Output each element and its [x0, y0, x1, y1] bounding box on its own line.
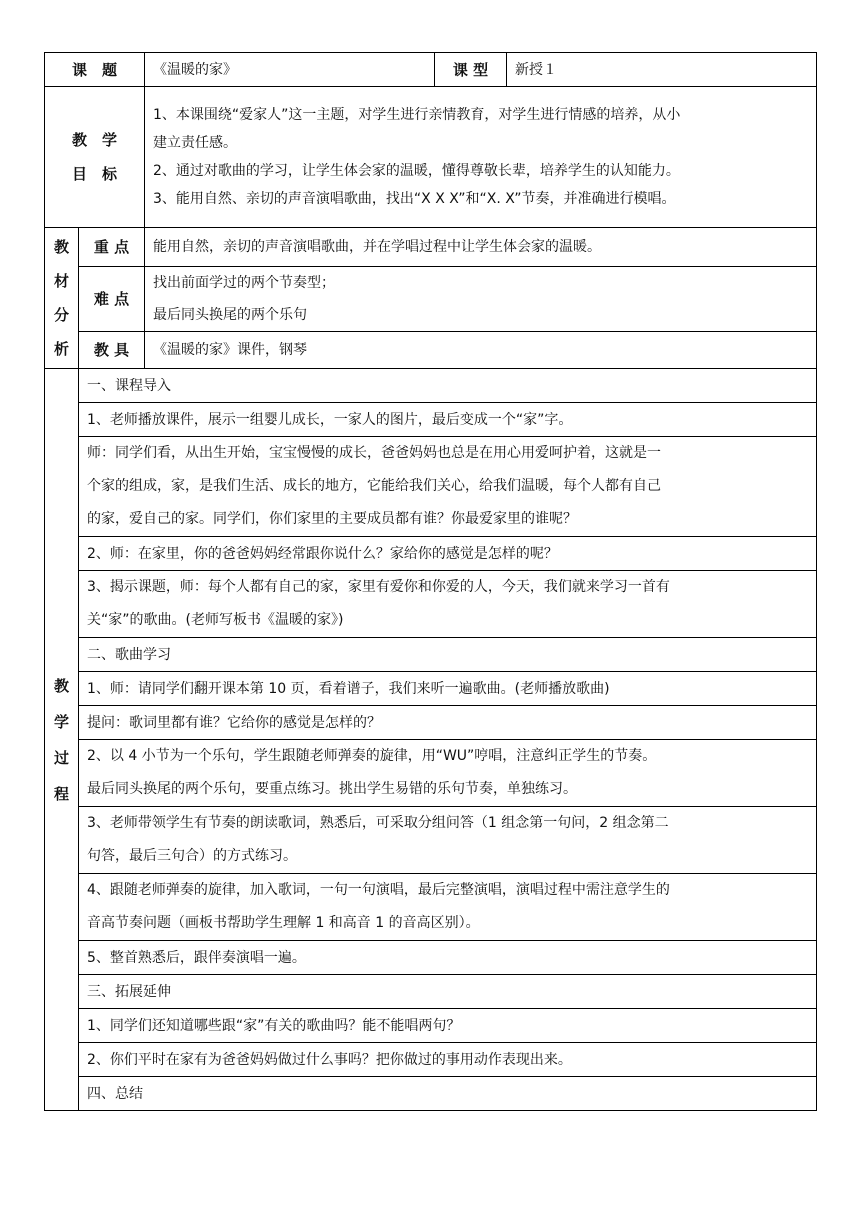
process-row — [45, 1009, 817, 1043]
process-item — [79, 571, 817, 638]
difficulty-line: 最后同头换尾的两个乐句 — [153, 307, 308, 323]
difficulty-line: 找出前面学过的两个节奏型； — [153, 275, 336, 291]
process-line: 4、跟随老师弹奏的旋律，加入歌词，一句一句演唱，最后完整演唱，演唱过程中需注意学生的 — [87, 882, 670, 898]
process-item: 1、同学们还知道哪些跟“家”有关的歌曲吗？能不能唱两句？ — [79, 1009, 817, 1043]
tools-row — [45, 332, 817, 369]
analysis-char: 分 — [53, 306, 69, 324]
process-line: 的家，爱自己的家。同学们，你们家里的主要成员都有谁？你最爱家里的谁呢？ — [87, 511, 577, 527]
process-line: 2、以 4 小节为一个乐句，学生跟随老师弹奏的旋律，用“WU”哼唱，注意纠正学生的节奏。 — [87, 748, 657, 764]
key-point-value: 能用自然，亲切的声音演唱歌曲，并在学唱过程中让学生体会家的温暖。 — [145, 228, 817, 267]
process-item: 二、歌曲学习 — [79, 638, 817, 672]
process-row — [45, 807, 817, 874]
process-row — [45, 672, 817, 706]
process-row — [45, 638, 817, 672]
process-line: 个家的组成，家，是我们生活、成长的地方，它能给我们关心，给我们温暖，每个人都有自己 — [87, 478, 661, 494]
process-line: 3、老师带领学生有节奏的朗读歌词，熟悉后，可采取分组问答（1 组念第一句问，2 组念第二 — [87, 815, 669, 831]
process-item: 2、师：在家里，你的爸爸妈妈经常跟你说什么？家给你的感觉是怎样的呢？ — [79, 537, 817, 571]
difficulty-row — [45, 267, 817, 332]
goals-label-line-1: 教 学 — [72, 131, 118, 149]
goals-content — [145, 87, 817, 228]
goal-line: 3、能用自然、亲切的声音演唱歌曲，找出“X X X”和“X. X”节奏，并准确进行模唱。 — [153, 191, 676, 207]
process-row — [45, 571, 817, 638]
analysis-char: 材 — [53, 272, 69, 290]
process-vertical-label — [45, 369, 79, 1111]
process-row — [45, 437, 817, 537]
analysis-vertical-label — [45, 228, 79, 369]
process-line: 师：同学们看，从出生开始，宝宝慢慢的成长，爸爸妈妈也总是在用心用爱呵护着，这就是一 — [87, 445, 661, 461]
process-char: 教 — [53, 676, 69, 695]
process-char: 程 — [53, 784, 69, 803]
process-line: 音高节奏问题（画板书帮助学生理解 1 和高音 1 的音高区别）。 — [87, 915, 480, 931]
difficulty-label: 难 点 — [79, 267, 145, 332]
key-point-label: 重 点 — [79, 228, 145, 267]
process-item: 5、整首熟悉后，跟伴奏演唱一遍。 — [79, 941, 817, 975]
header-row — [45, 53, 817, 87]
difficulty-content — [145, 267, 817, 332]
process-line: 句答，最后三句合）的方式练习。 — [87, 848, 297, 864]
process-item — [79, 437, 817, 537]
goal-line: 1、本课围绕“爱家人”这一主题，对学生进行亲情教育，对学生进行情感的培养，从小 — [153, 107, 681, 123]
process-row — [45, 874, 817, 941]
lesson-plan-table — [44, 52, 817, 1111]
type-value: 新授１ — [507, 53, 817, 87]
process-row — [45, 706, 817, 740]
process-item: 1、师：请同学们翻开课本第 10 页，看着谱子，我们来听一遍歌曲。(老师播放歌曲) — [79, 672, 817, 706]
process-row — [45, 369, 817, 403]
process-item — [79, 740, 817, 807]
process-row — [45, 403, 817, 437]
process-item: 三、拓展延伸 — [79, 975, 817, 1009]
goals-label-line-2: 目 标 — [72, 165, 118, 183]
tools-label: 教 具 — [79, 332, 145, 369]
process-item — [79, 874, 817, 941]
analysis-char: 教 — [53, 238, 69, 256]
process-row — [45, 740, 817, 807]
process-item — [79, 807, 817, 874]
process-char: 过 — [53, 748, 69, 767]
goal-line: 建立责任感。 — [153, 135, 238, 151]
process-row — [45, 1077, 817, 1111]
analysis-char: 析 — [53, 340, 69, 358]
process-row — [45, 975, 817, 1009]
process-section — [45, 369, 817, 1111]
type-label: 课 型 — [435, 53, 507, 87]
process-item: 提问：歌词里都有谁？它给你的感觉是怎样的？ — [79, 706, 817, 740]
process-item: 一、课程导入 — [79, 369, 817, 403]
tools-value: 《温暖的家》课件，钢琴 — [145, 332, 817, 369]
process-row — [45, 941, 817, 975]
goals-label — [45, 87, 145, 228]
topic-label: 课 题 — [45, 53, 145, 87]
process-char: 学 — [53, 712, 69, 731]
process-line: 最后同头换尾的两个乐句，要重点练习。挑出学生易错的乐句节奏，单独练习。 — [87, 781, 577, 797]
goals-row — [45, 87, 817, 228]
key-point-row — [45, 228, 817, 267]
process-item: 1、老师播放课件，展示一组婴儿成长，一家人的图片，最后变成一个“家”字。 — [79, 403, 817, 437]
process-item: 四、总结 — [79, 1077, 817, 1111]
topic-value: 《温暖的家》 — [145, 53, 435, 87]
process-row — [45, 1043, 817, 1077]
goal-line: 2、通过对歌曲的学习，让学生体会家的温暖，懂得尊敬长辈，培养学生的认知能力。 — [153, 163, 680, 179]
process-line: 关“家”的歌曲。(老师写板书《温暖的家》) — [87, 612, 344, 628]
process-line: 3、揭示课题，师：每个人都有自己的家，家里有爱你和你爱的人，今天，我们就来学习一首有 — [87, 579, 670, 595]
process-item: 2、你们平时在家有为爸爸妈妈做过什么事吗？把你做过的事用动作表现出来。 — [79, 1043, 817, 1077]
process-row — [45, 537, 817, 571]
